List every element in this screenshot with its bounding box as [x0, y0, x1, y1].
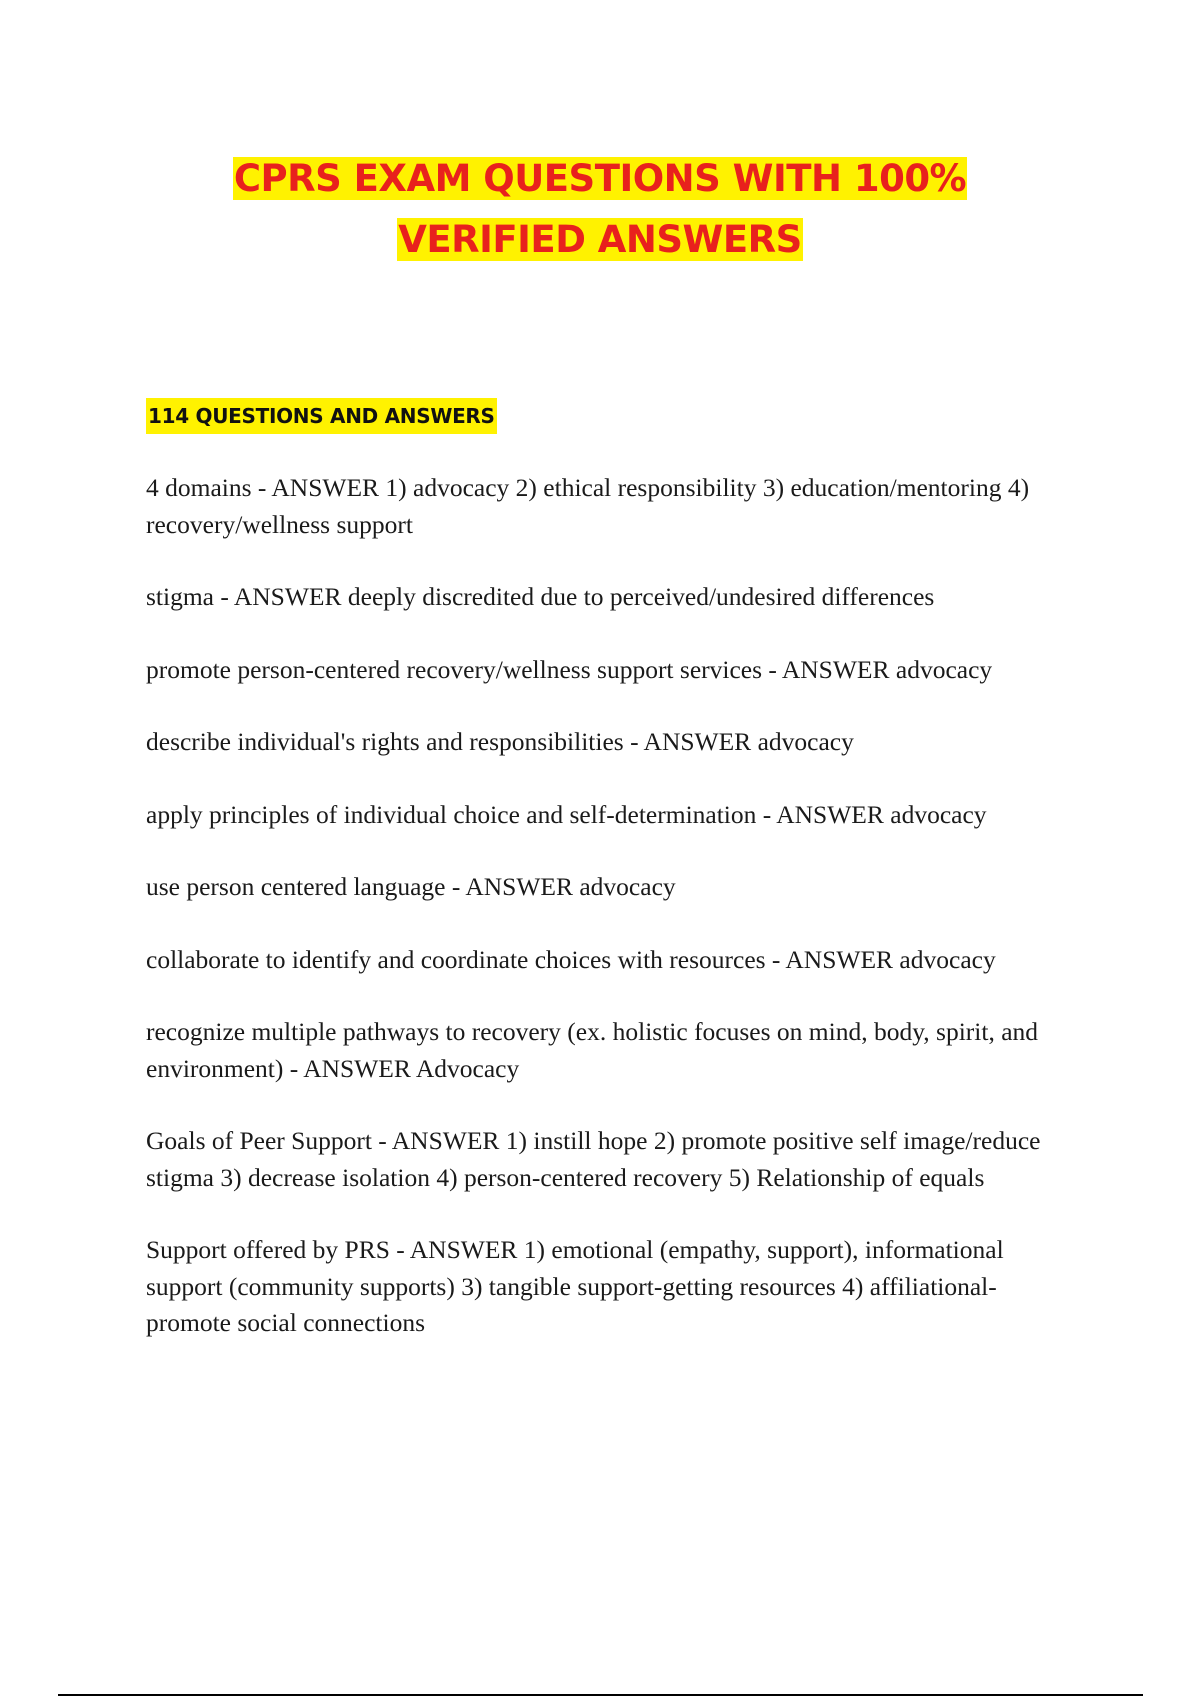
qa-item: Support offered by PRS - ANSWER 1) emotional (empathy, support), informational support (community supports) 3) tangible support-getting resources 4) affiliational-promote social connections: [146, 1235, 1004, 1337]
title-line-2: VERIFIED ANSWERS: [398, 218, 802, 261]
qa-item: apply principles of individual choice and self-determination - ANSWER advocacy: [146, 799, 987, 829]
title-line-1: CPRS EXAM QUESTIONS WITH 100%: [233, 157, 967, 200]
qa-item: 4 domains - ANSWER 1) advocacy 2) ethical responsibility 3) education/mentoring 4) recovery/wellness support: [146, 473, 1030, 539]
qa-item: describe individual's rights and responsibilities - ANSWER advocacy: [146, 727, 854, 756]
document-title: [0, 148, 1200, 270]
qa-item: use person centered language - ANSWER advocacy: [146, 872, 676, 901]
qa-list: [146, 470, 1066, 1378]
document-subtitle: 114 QUESTIONS AND ANSWERS: [146, 398, 497, 434]
qa-item: collaborate to identify and coordinate choices with resources - ANSWER advocacy: [146, 944, 996, 974]
qa-item: promote person-centered recovery/wellness support services - ANSWER advocacy: [146, 654, 993, 684]
qa-item: recognize multiple pathways to recovery (ex. holistic focuses on mind, body, spirit, and environment) - ANSWER Advocacy: [146, 1017, 1039, 1083]
qa-item: stigma - ANSWER deeply discredited due to perceived/undesired differences: [146, 582, 935, 611]
footer-divider: [58, 1694, 1143, 1696]
qa-item: Goals of Peer Support - ANSWER 1) instill hope 2) promote positive self image/reduce stigma 3) decrease isolation 4) person-centered recovery 5) Relationship of equals: [146, 1126, 1041, 1192]
